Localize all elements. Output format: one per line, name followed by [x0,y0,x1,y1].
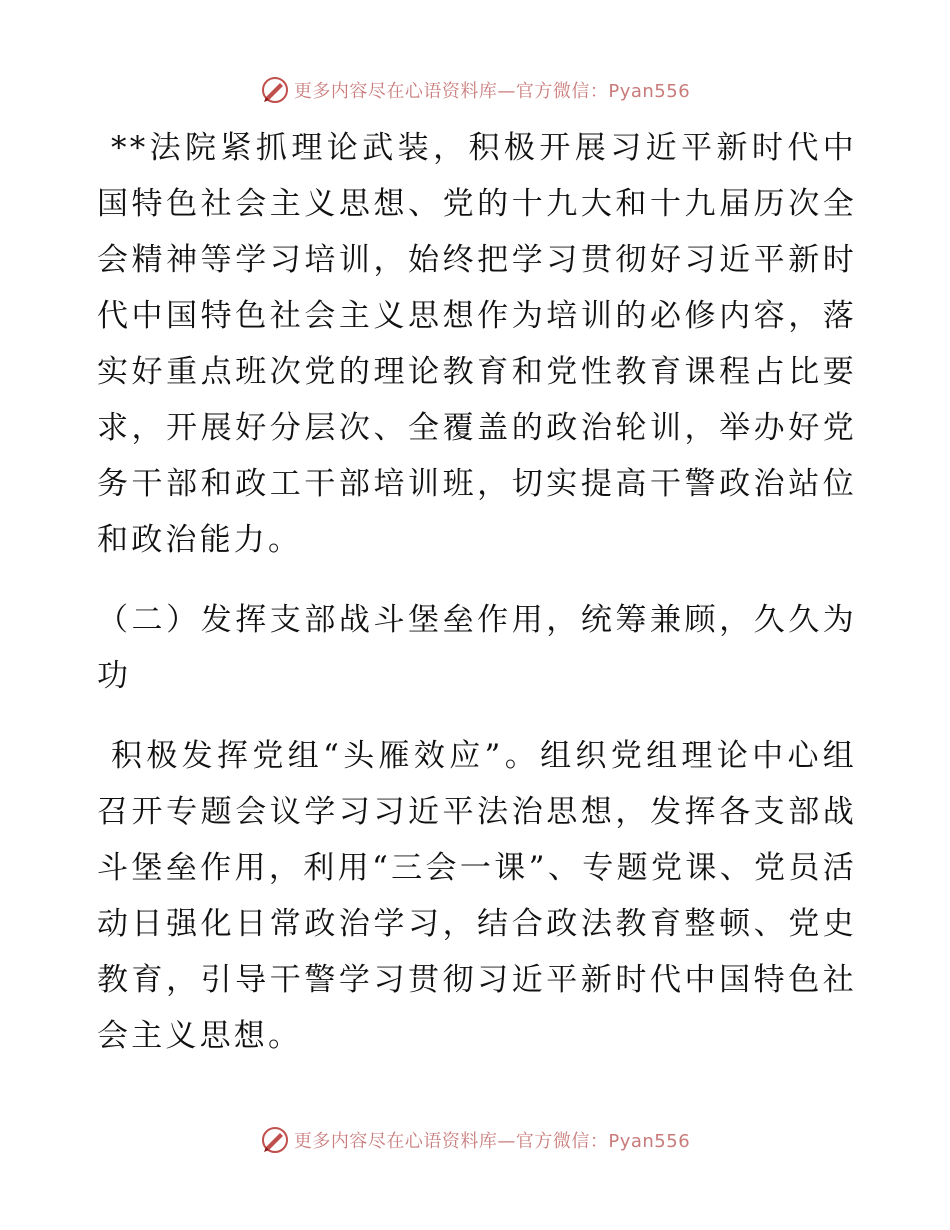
paragraph-2: 积极发挥党组“头雁效应”。组织党组理论中心组召开专题会议学习习近平法治思想，发挥各支部战斗堡垒作用，利用“三会一课”、专题党课、党员活动日强化日常政治学习，结合政法教育整顿、党史教育，引导干警学习贯彻习近平新时代中国特色社会主义思想。 [97,738,857,1054]
footer-watermark [0,1122,950,1158]
document-body [97,120,857,1064]
pen-logo-icon [260,1125,290,1155]
watermark-text: 更多内容尽在心语资料库—官方微信：Pyan556 [293,81,691,102]
section-heading: （二）发挥支部战斗堡垒作用，统筹兼顾，久久为功 [97,602,857,694]
paragraph-1: **法院紧抓理论武装，积极开展习近平新时代中国特色社会主义思想、党的十九大和十九届历次全会精神等学习培训，始终把学习贯彻好习近平新时代中国特色社会主义思想作为培训的必修内容，落实好重点班次党的理论教育和党性教育课程占比要求，开展好分层次、全覆盖的政治轮训，举办好党务干部和政工干部培训班，切实提高干警政治站位和政治能力。 [97,130,857,558]
pen-logo-icon [260,75,290,105]
header-watermark [0,72,950,108]
watermark-text: 更多内容尽在心语资料库—官方微信：Pyan556 [293,1131,691,1152]
